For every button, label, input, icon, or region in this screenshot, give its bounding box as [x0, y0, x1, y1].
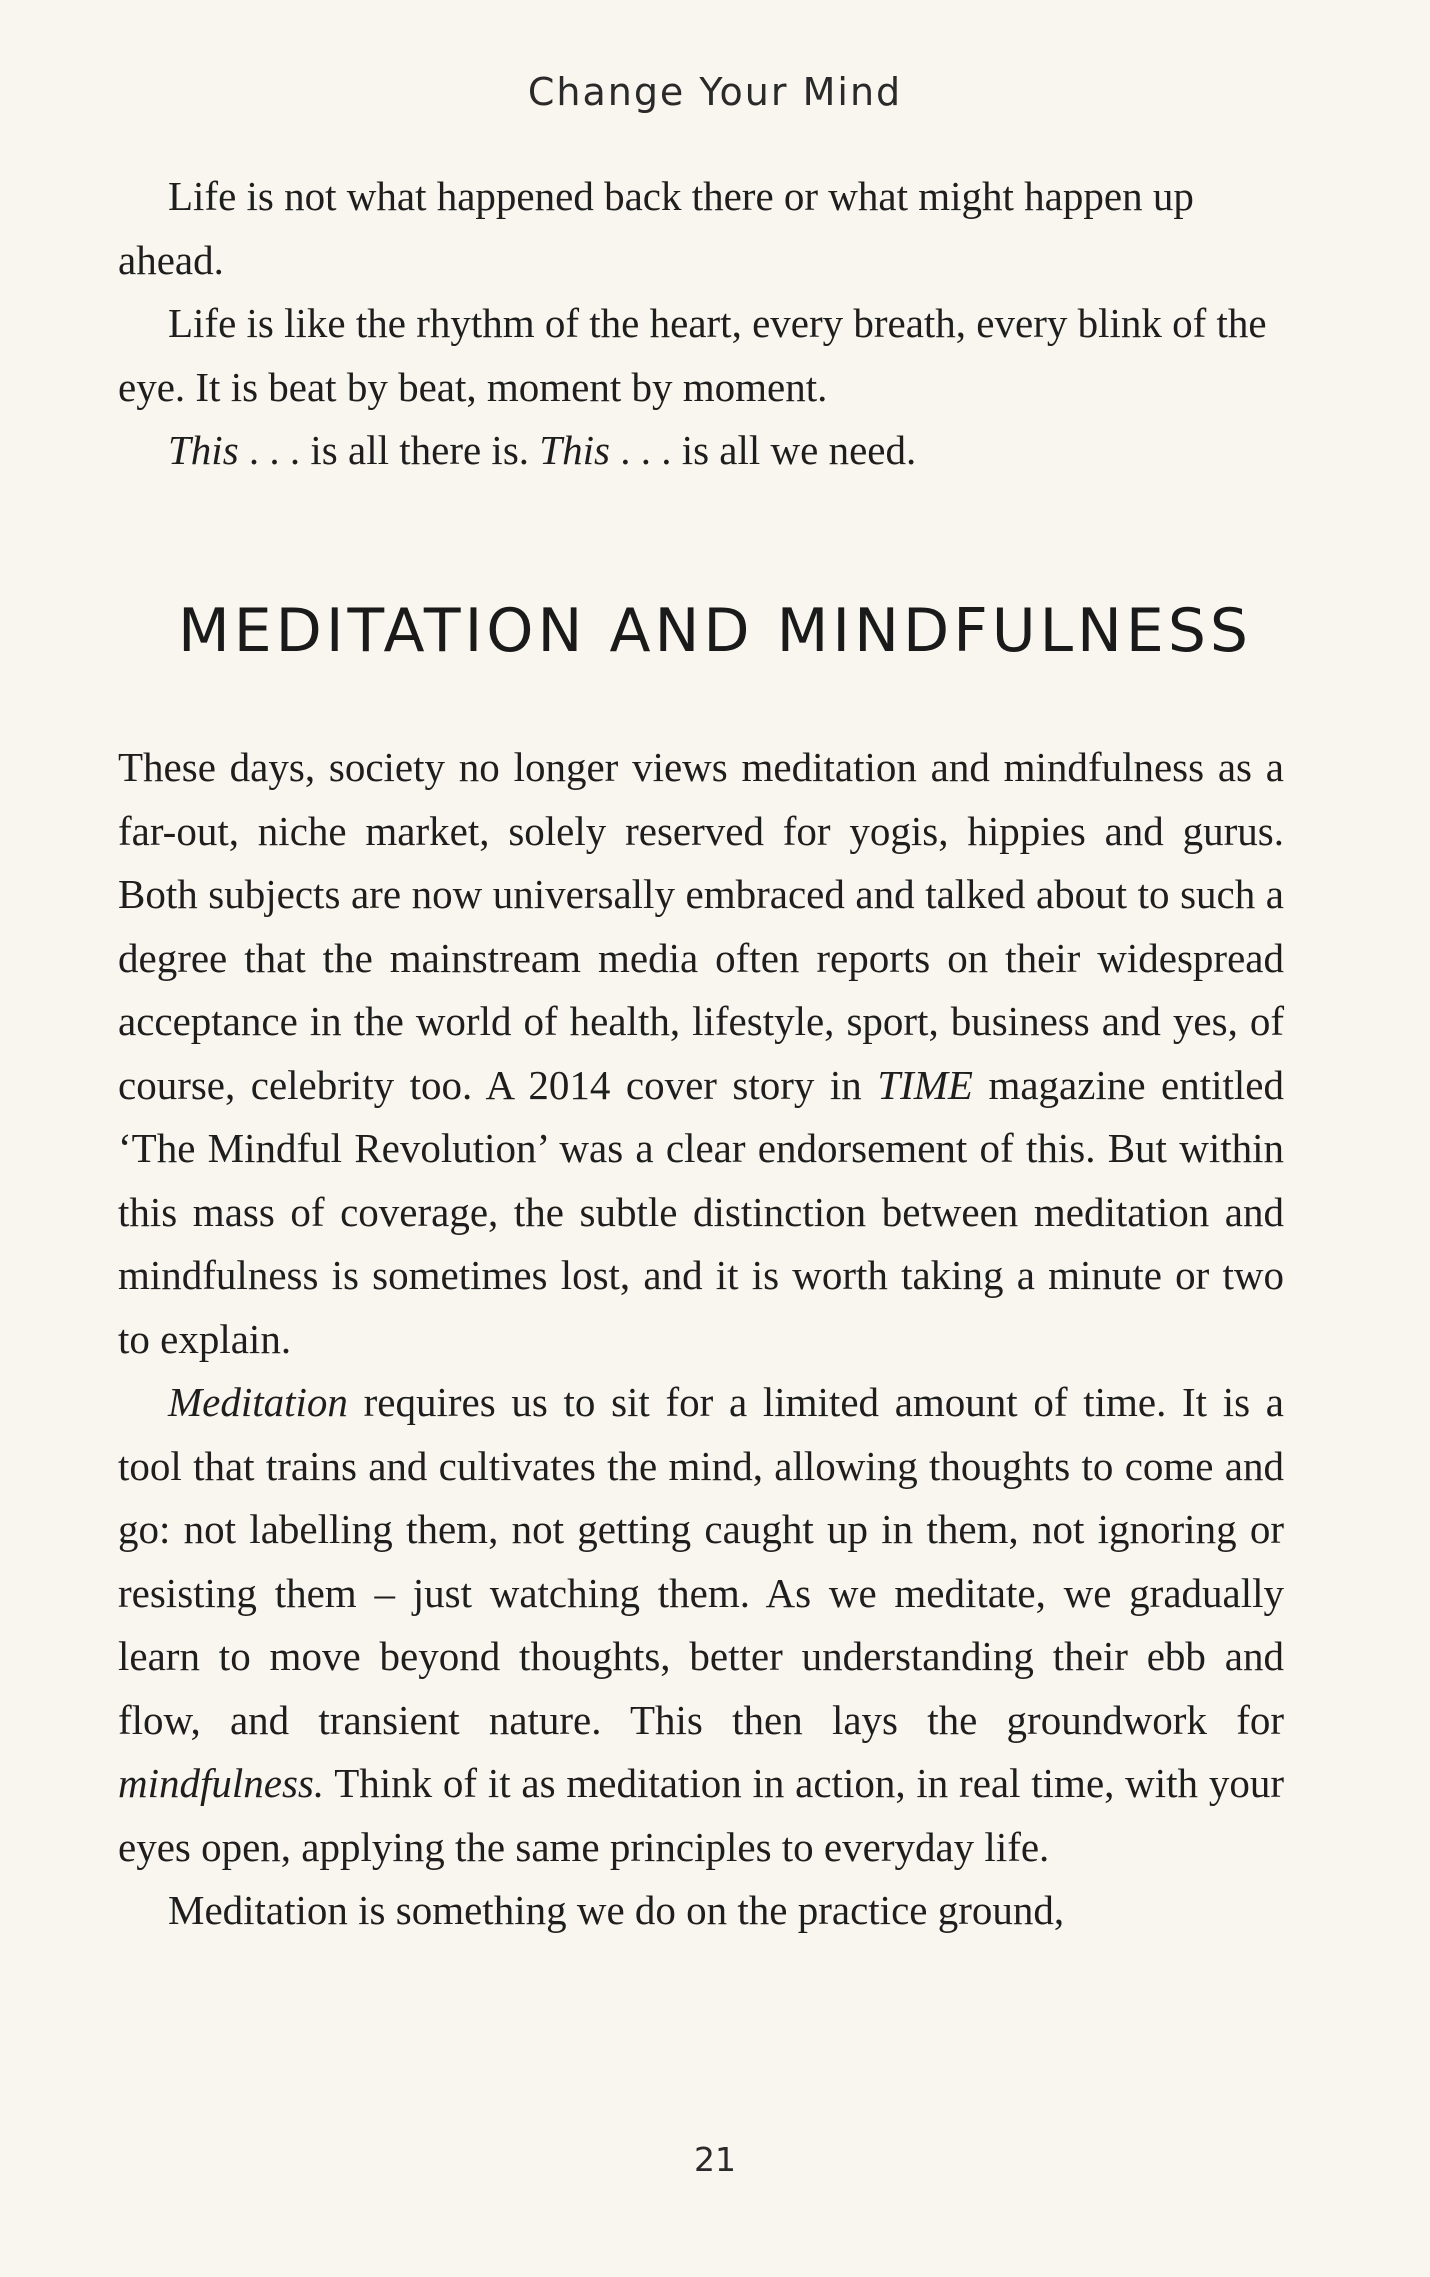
page-number: 21 — [694, 2140, 736, 2179]
body-text: magazine entitled ‘The Mindful Revolution’ was a clear endorsement of this. But within this mass of coverage, the subtle distinction between meditation and mindfulness is sometimes lost, and it is worth taking a minute or two to explain. — [118, 1061, 1284, 1362]
body-paragraph-1 — [118, 736, 1284, 1371]
intro-paragraph-3 — [118, 419, 1284, 483]
intro-text: . . . is all there is. — [238, 427, 540, 473]
body-text: requires us to sit for a limited amount of time. It is a tool that trains and cultivates the mind, allowing thoughts to come and go: not labelling them, not getting caught up in them, not ignoring or resisting them – just watching them. As we meditate, we gradually learn to move beyond thoughts, better understanding their ebb and flow, and transient nature. This then lays the groundwork for — [118, 1379, 1284, 1743]
emphasis-meditation: Meditation — [168, 1379, 348, 1425]
emphasis-this: This — [168, 427, 239, 473]
intro-paragraph-1: Life is not what happened back there or what might happen up ahead. — [118, 173, 1194, 283]
intro-block — [118, 165, 1284, 483]
emphasis-time: TIME — [877, 1061, 973, 1108]
body-paragraph-3: Meditation is something we do on the practice ground, — [168, 1887, 1065, 1933]
intro-text: . . . is all we need. — [609, 427, 917, 473]
body-text: These days, society no longer views meditation and mindfulness as a far-out, niche market, solely reserved for yogis, hippies and gurus. Both subjects are now universally embraced and talked about to such a degree that the mainstream media often reports on their widespread acceptance in the world of health, lifestyle, sport, business and yes, of course, celebrity too. A 2014 cover story in — [118, 744, 1284, 1108]
emphasis-mindfulness: mindfulness. — [118, 1760, 325, 1806]
running-head: Change Your Mind — [527, 70, 903, 114]
body-text: Think of it as meditation in action, in real time, with your eyes open, applying the same principles to everyday life. — [118, 1760, 1284, 1870]
intro-paragraph-2: Life is like the rhythm of the heart, every breath, every blink of the eye. It is beat by beat, moment by moment. — [118, 300, 1267, 410]
body-block — [118, 736, 1284, 1943]
body-paragraph-2 — [118, 1371, 1284, 1879]
section-heading: MEDITATION AND MINDFULNESS — [177, 596, 1253, 666]
emphasis-this: This — [539, 427, 610, 473]
